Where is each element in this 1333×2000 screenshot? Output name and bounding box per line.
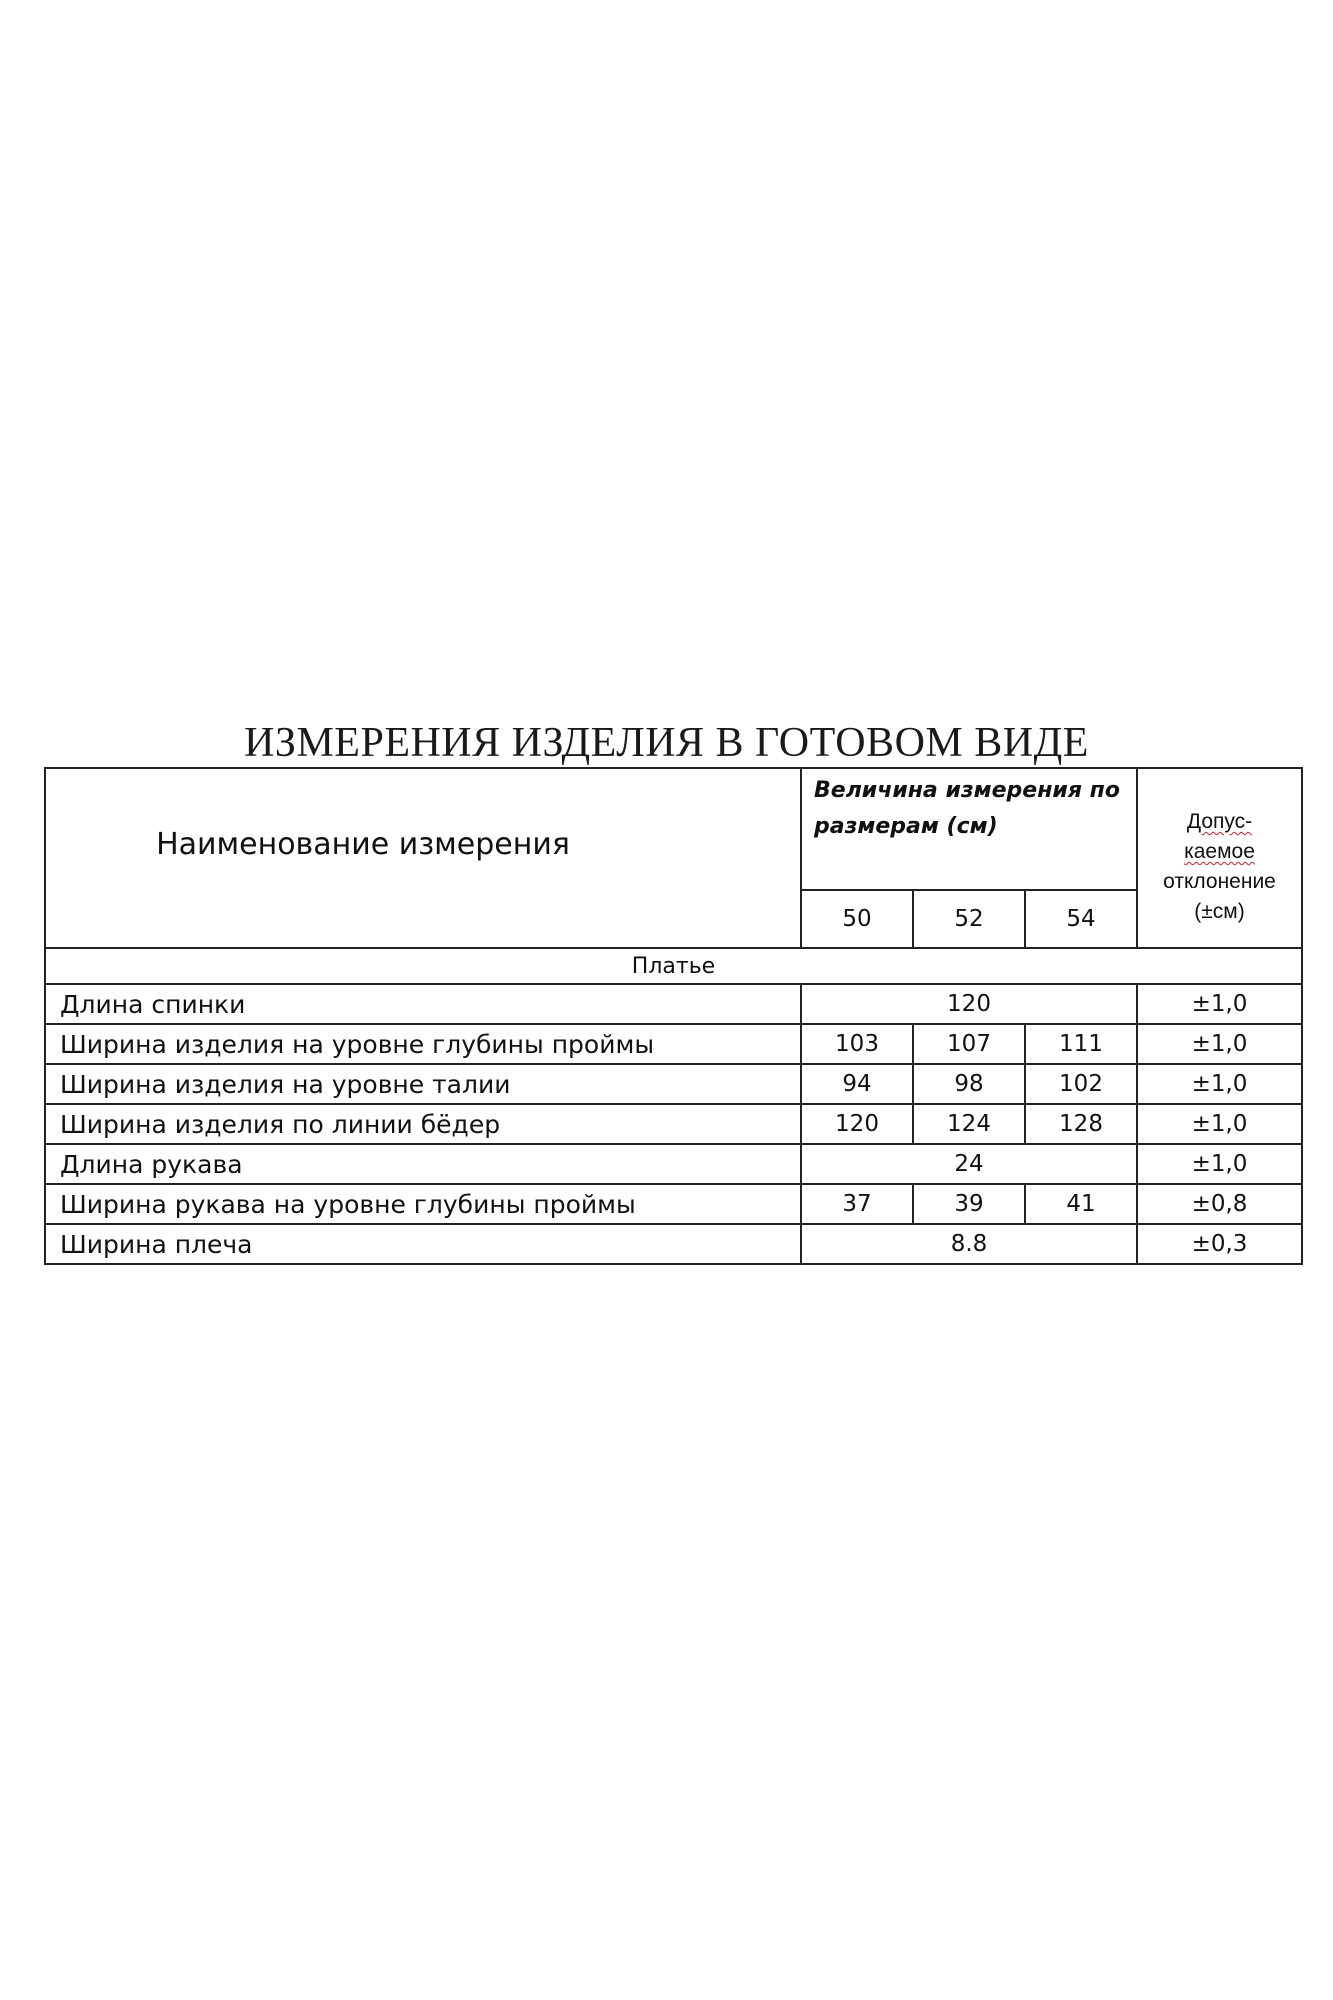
row-value: 39: [913, 1184, 1025, 1224]
size-52: 52: [913, 890, 1025, 948]
row-name: Ширина плеча: [45, 1224, 801, 1264]
table-row: [45, 1144, 1302, 1184]
row-tolerance: ±0,8: [1137, 1184, 1302, 1224]
row-value: 94: [801, 1064, 913, 1104]
row-value: 24: [801, 1144, 1137, 1184]
document-title: ИЗМЕРЕНИЯ ИЗДЕЛИЯ В ГОТОВОМ ВИДЕ: [244, 720, 1089, 766]
row-value: 120: [801, 1104, 913, 1144]
row-value: 107: [913, 1024, 1025, 1064]
row-value: 37: [801, 1184, 913, 1224]
row-name: Длина спинки: [45, 984, 801, 1024]
header-measurement-name: Наименование измерения: [45, 768, 801, 948]
row-value: 120: [801, 984, 1137, 1024]
row-value: 128: [1025, 1104, 1137, 1144]
table-row: [45, 1024, 1302, 1064]
row-name: Длина рукава: [45, 1144, 801, 1184]
row-value: 8.8: [801, 1224, 1137, 1264]
header-size-group: Величина измерения по размерам (см): [801, 768, 1137, 890]
table-row: [45, 1184, 1302, 1224]
size-50: 50: [801, 890, 913, 948]
row-name: Ширина рукава на уровне глубины проймы: [45, 1184, 801, 1224]
size-54: 54: [1025, 890, 1137, 948]
row-value: 103: [801, 1024, 913, 1064]
table-row: [45, 1064, 1302, 1104]
measurements-table: [44, 767, 1303, 1265]
row-tolerance: ±1,0: [1137, 1024, 1302, 1064]
row-tolerance: ±1,0: [1137, 1104, 1302, 1144]
row-name: Ширина изделия на уровне талии: [45, 1064, 801, 1104]
row-tolerance: ±1,0: [1137, 1064, 1302, 1104]
row-tolerance: ±1,0: [1137, 1144, 1302, 1184]
table-row: [45, 1224, 1302, 1264]
section-row: [45, 948, 1302, 984]
row-value: 111: [1025, 1024, 1137, 1064]
row-value: 41: [1025, 1184, 1137, 1224]
row-value: 102: [1025, 1064, 1137, 1104]
row-name: Ширина изделия на уровне глубины проймы: [45, 1024, 801, 1064]
section-label: Платье: [45, 948, 1302, 984]
header-tolerance: Допус- каемое отклонение (±см): [1137, 768, 1302, 948]
row-name: Ширина изделия по линии бёдер: [45, 1104, 801, 1144]
table-row: [45, 1104, 1302, 1144]
header-row-top: [45, 768, 1302, 890]
table-row: [45, 984, 1302, 1024]
row-value: 98: [913, 1064, 1025, 1104]
row-tolerance: ±1,0: [1137, 984, 1302, 1024]
row-value: 124: [913, 1104, 1025, 1144]
row-tolerance: ±0,3: [1137, 1224, 1302, 1264]
